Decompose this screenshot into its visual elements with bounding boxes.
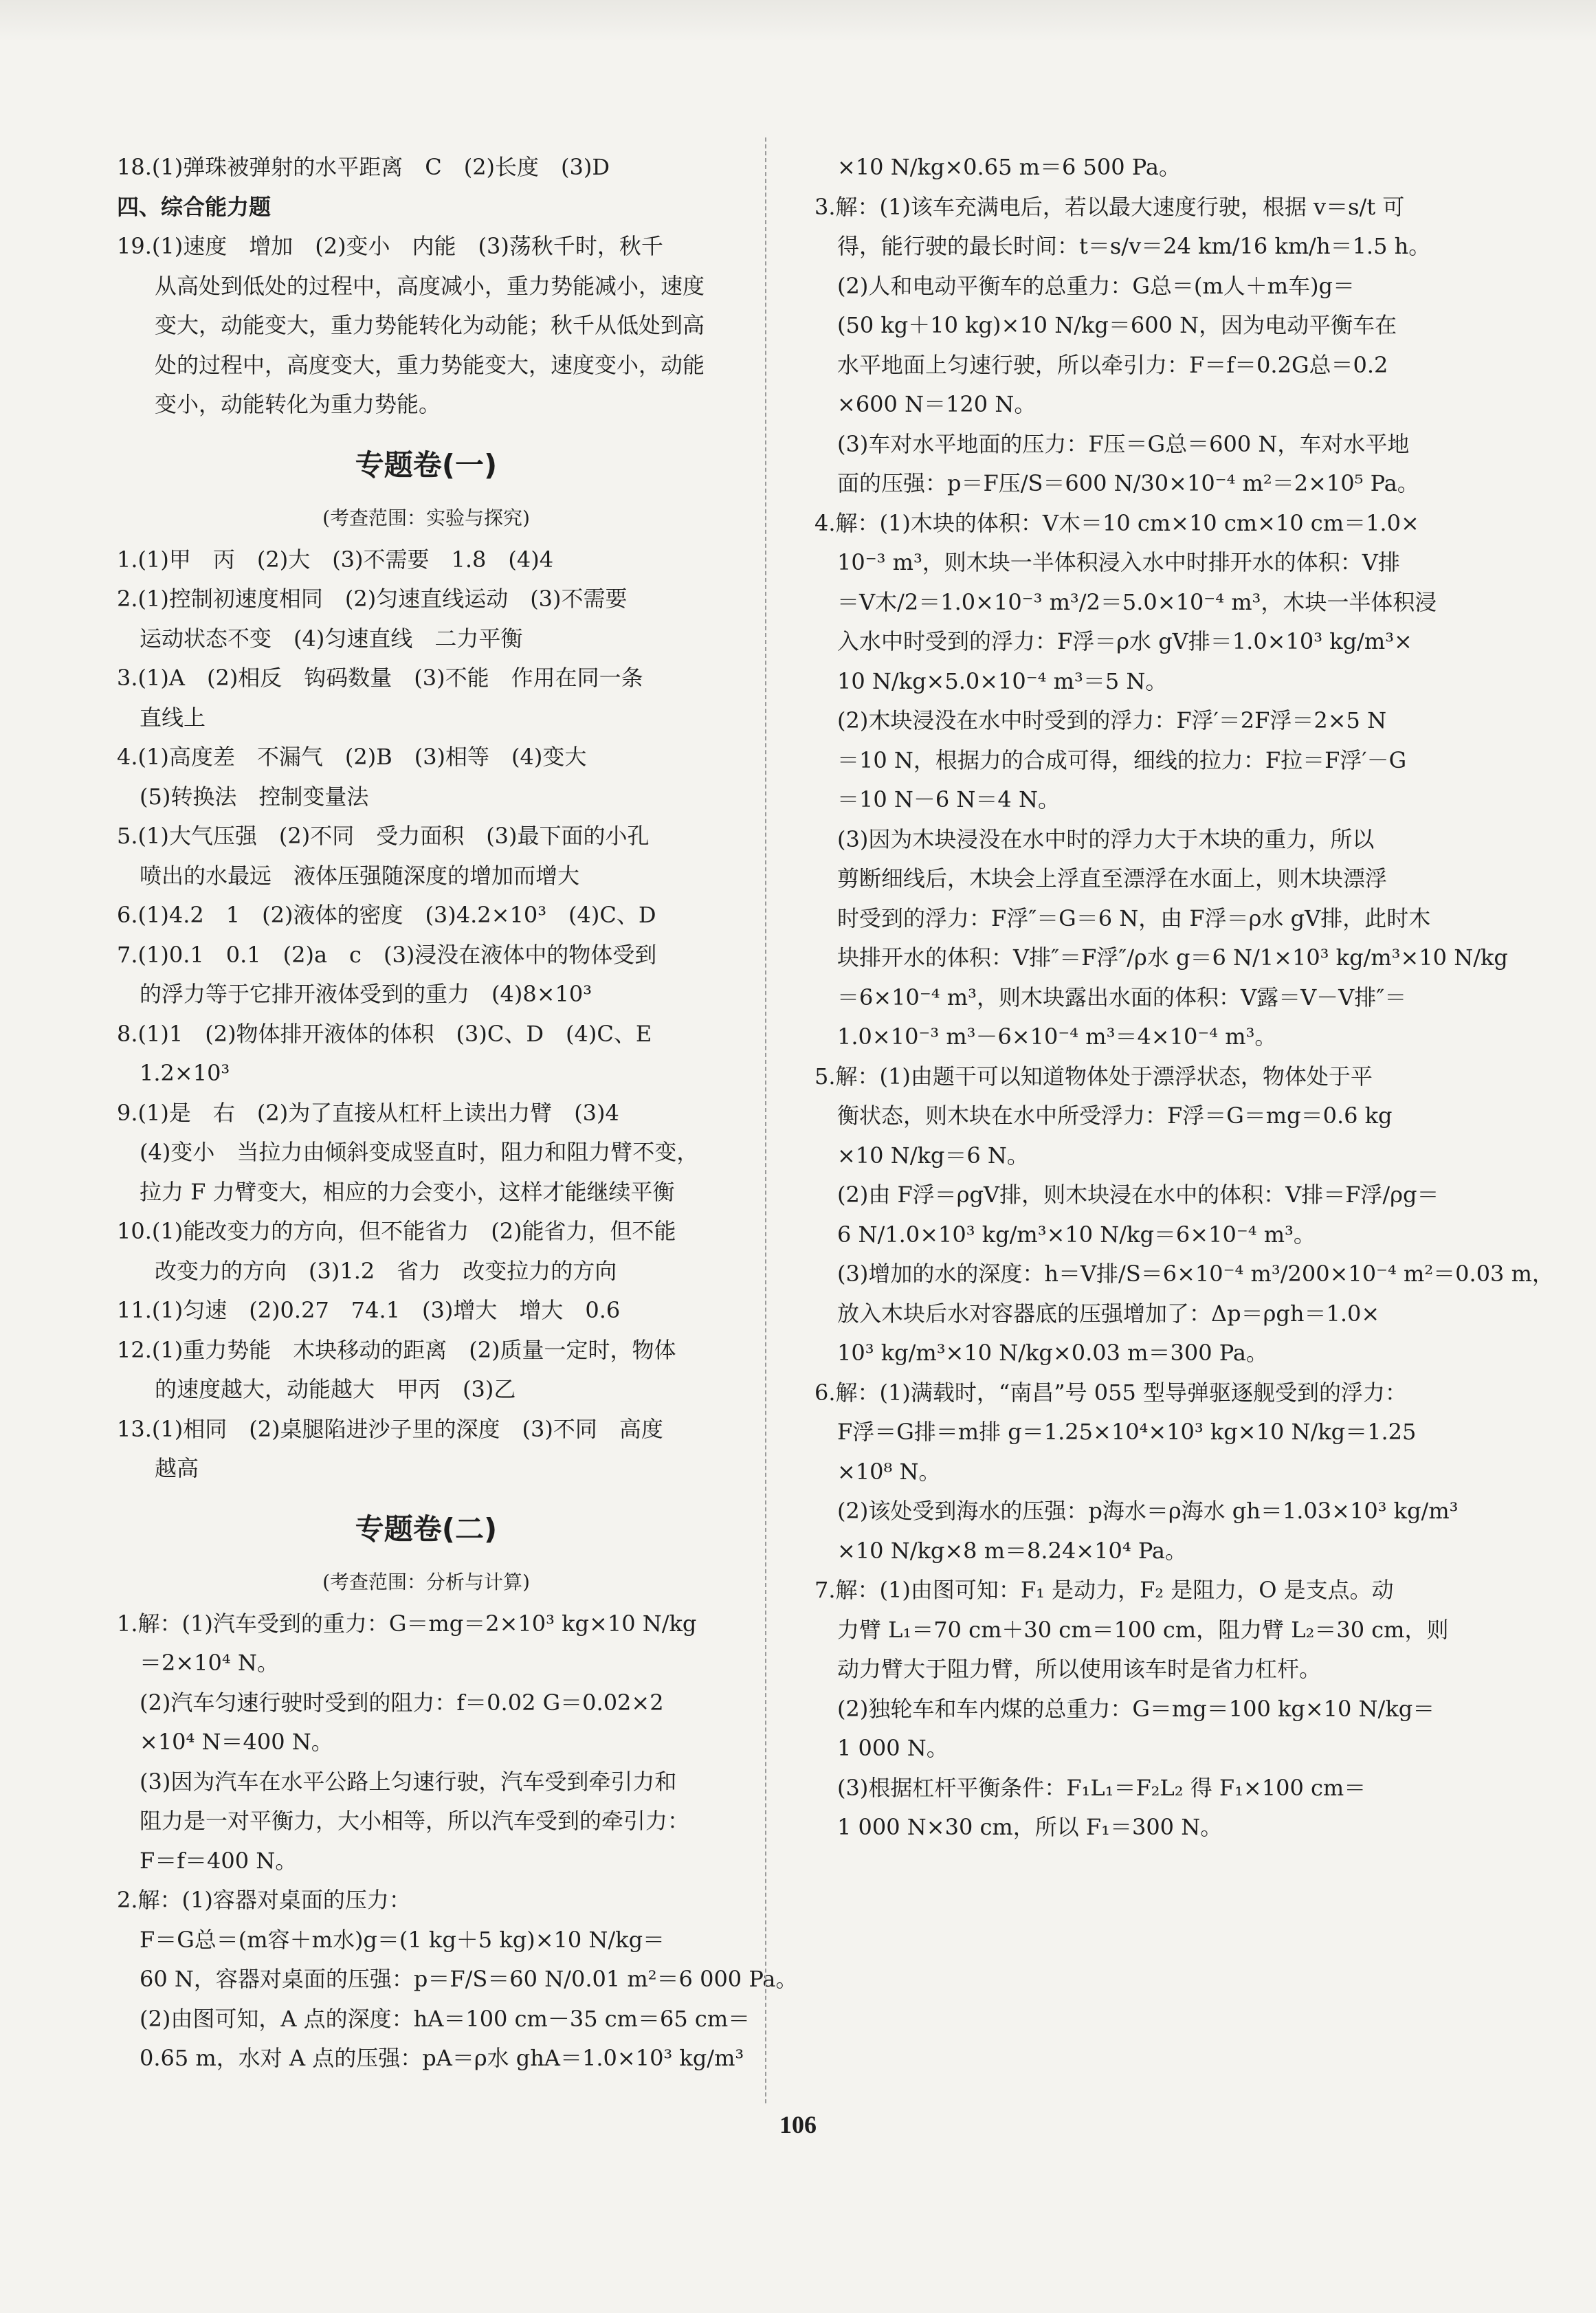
section-subtitle: (考查范围：分析与计算): [322, 1570, 530, 1593]
answer-line: 3.(1)A (2)相反 钩码数量 (3)不能 作用在同一条: [117, 665, 643, 691]
answer-line: 13.(1)相同 (2)桌腿陷进沙子里的深度 (3)不同 高度: [117, 1415, 663, 1442]
answer-line: 的速度越大，动能越大 甲丙 (3)乙: [155, 1376, 516, 1402]
answer-line: (2)由图可知，A 点的深度：hA＝100 cm－35 cm＝65 cm＝: [140, 2005, 751, 2032]
answer-line: 18.(1)弹珠被弹射的水平距离 C (2)长度 (3)D: [117, 154, 610, 180]
answer-line: (2)该处受到海水的压强：p海水＝ρ海水 gh＝1.03×10³ kg/m³: [837, 1498, 1459, 1524]
answer-line: 变小，动能转化为重力势能。: [155, 391, 441, 417]
answer-line: ＝V木/2＝1.0×10⁻³ m³/2＝5.0×10⁻⁴ m³，木块一半体积浸: [837, 588, 1437, 615]
answer-line: 4.(1)高度差 不漏气 (2)B (3)相等 (4)变大: [117, 744, 587, 770]
answer-line: 1.解：(1)汽车受到的重力：G＝mg＝2×10³ kg×10 N/kg: [117, 1610, 697, 1637]
answer-line: ×10⁸ N。: [837, 1458, 941, 1485]
answer-line: 1.0×10⁻³ m³－6×10⁻⁴ m³＝4×10⁻⁴ m³。: [837, 1023, 1277, 1050]
answer-line: 动力臂大于阻力臂，所以使用该车时是省力杠杆。: [837, 1656, 1322, 1682]
column-divider: [765, 137, 766, 2103]
left-column: [117, 148, 798, 2079]
answer-line: 直线上: [140, 704, 206, 731]
answer-line: 10³ kg/m³×10 N/kg×0.03 m＝300 Pa。: [837, 1340, 1268, 1366]
answer-line: 19.(1)速度 增加 (2)变小 内能 (3)荡秋千时，秋千: [117, 233, 663, 259]
answer-line: 8.(1)1 (2)物体排开液体的体积 (3)C、D (4)C、E: [117, 1020, 652, 1047]
answer-line: (3)因为汽车在水平公路上匀速行驶，汽车受到牵引力和: [140, 1768, 677, 1795]
answer-line: 2.解：(1)容器对桌面的压力：: [117, 1887, 411, 1913]
section-heading: 四、综合能力题: [117, 193, 271, 220]
answer-line: (3)因为木块浸没在水中时的浮力大于木块的重力，所以: [837, 826, 1375, 852]
answer-line: 剪断细线后，木块会上浮直至漂浮在水面上，则木块漂浮: [837, 865, 1388, 892]
answer-line: (2)独轮车和车内煤的总重力：G＝mg＝100 kg×10 N/kg＝: [837, 1695, 1435, 1722]
answer-line: (2)由 F浮＝ρgV排，则木块浸在水中的体积：V排＝F浮/ρg＝: [837, 1182, 1439, 1208]
answer-line: 衡状态，则木块在水中所受浮力：F浮＝G＝mg＝0.6 kg: [837, 1103, 1393, 1129]
answer-line: 时受到的浮力：F浮″＝G＝6 N，由 F浮＝ρ水 gV排，此时木: [837, 905, 1431, 931]
answer-line: (2)人和电动平衡车的总重力：G总＝(m人＋m车)g＝: [837, 272, 1355, 299]
answer-line: 5.(1)大气压强 (2)不同 受力面积 (3)最下面的小孔: [117, 823, 650, 849]
answer-line: 变大，动能变大，重力势能转化为动能；秋千从低处到高: [155, 312, 705, 338]
answer-line: 改变力的方向 (3)1.2 省力 改变拉力的方向: [155, 1257, 617, 1284]
answer-line: (3)根据杠杆平衡条件：F₁L₁＝F₂L₂ 得 F₁×100 cm＝: [837, 1774, 1366, 1801]
answer-line: 1.2×10³: [140, 1060, 230, 1086]
answer-line: 5.解：(1)由题干可以知道物体处于漂浮状态，物体处于平: [814, 1063, 1373, 1089]
answer-line: 1 000 N。: [837, 1735, 949, 1761]
answer-line: 喷出的水最远 液体压强随深度的增加而增大: [140, 862, 580, 889]
answer-line: ×600 N＝120 N。: [837, 391, 1037, 417]
answer-line: 4.解：(1)木块的体积：V木＝10 cm×10 cm×10 cm＝1.0×: [814, 509, 1419, 536]
answer-line: F浮＝G排＝m排 g＝1.25×10⁴×10³ kg×10 N/kg＝1.25: [837, 1419, 1417, 1445]
answer-line: 从高处到低处的过程中，高度减小，重力势能减小，速度: [155, 272, 705, 299]
answer-line: 阻力是一对平衡力，大小相等，所以汽车受到的牵引力：: [140, 1808, 690, 1834]
answer-line: (4)变小 当拉力由倾斜变成竖直时，阻力和阻力臂不变，: [140, 1139, 699, 1165]
answer-line: 运动状态不变 (4)匀速直线 二力平衡: [140, 625, 523, 652]
answer-line: 块排开水的体积：V排″＝F浮″/ρ水 g＝6 N/1×10³ kg/m³×10 N/kg: [837, 944, 1508, 971]
answer-line: F＝G总＝(m容＋m水)g＝(1 kg＋5 kg)×10 N/kg＝: [140, 1926, 665, 1953]
answer-line: 6.解：(1)满载时，“南昌”号 055 型导弹驱逐舰受到的浮力：: [814, 1379, 1408, 1406]
answer-line: 放入木块后水对容器底的压强增加了：Δp＝ρgh＝1.0×: [837, 1300, 1380, 1327]
answer-line: ＝10 N－6 N＝4 N。: [837, 786, 1060, 812]
answer-line: 2.(1)控制初速度相同 (2)匀速直线运动 (3)不需要: [117, 586, 628, 612]
page-number: 106: [779, 2111, 817, 2138]
answer-line: ×10 N/kg×0.65 m＝6 500 Pa。: [837, 154, 1181, 180]
answer-line: 7.(1)0.1 0.1 (2)a c (3)浸没在液体中的物体受到: [117, 941, 657, 968]
answer-line: 1 000 N×30 cm，所以 F₁＝300 N。: [837, 1814, 1223, 1840]
answer-line: 60 N，容器对桌面的压强：p＝F/S＝60 N/0.01 m²＝6 000 Pa。: [140, 1966, 798, 1992]
answer-line: 12.(1)重力势能 木块移动的距离 (2)质量一定时，物体: [117, 1336, 676, 1363]
answer-line: 6 N/1.0×10³ kg/m³×10 N/kg＝6×10⁻⁴ m³。: [837, 1221, 1316, 1248]
answer-line: 的浮力等于它排开液体受到的重力 (4)8×10³: [140, 981, 592, 1007]
answer-line: (2)木块浸没在水中时受到的浮力：F浮′＝2F浮＝2×5 N: [837, 707, 1387, 733]
answer-line: 10⁻³ m³，则木块一半体积浸入水中时排开水的体积：V排: [837, 549, 1400, 575]
answer-line: (3)车对水平地面的压力：F压＝G总＝600 N，车对水平地: [837, 430, 1410, 457]
answer-line: ×10 N/kg＝6 N。: [837, 1142, 1029, 1169]
answer-line: ＝2×10⁴ N。: [140, 1650, 279, 1676]
section-title: 专题卷(一): [355, 447, 498, 482]
answer-line: 越高: [155, 1455, 199, 1481]
answer-line: ＝6×10⁻⁴ m³，则木块露出水面的体积：V露＝V－V排″＝: [837, 984, 1407, 1010]
answer-line: 6.(1)4.2 1 (2)液体的密度 (3)4.2×10³ (4)C、D: [117, 902, 656, 928]
answer-line: 水平地面上匀速行驶，所以牵引力：F＝f＝0.2G总＝0.2: [837, 351, 1388, 378]
section-title: 专题卷(二): [355, 1512, 498, 1546]
answer-line: 10 N/kg×5.0×10⁻⁴ m³＝5 N。: [837, 667, 1168, 694]
answer-line: 拉力 F 力臂变大，相应的力会变小，这样才能继续平衡: [140, 1178, 675, 1205]
section-subtitle: (考查范围：实验与探究): [322, 506, 530, 529]
answer-line: 入水中时受到的浮力：F浮＝ρ水 gV排＝1.0×10³ kg/m³×: [837, 628, 1412, 654]
answer-line: F＝f＝400 N。: [140, 1847, 298, 1874]
answer-line: 1.(1)甲 丙 (2)大 (3)不需要 1.8 (4)4: [117, 546, 554, 573]
answer-line: 力臂 L₁＝70 cm＋30 cm＝100 cm，阻力臂 L₂＝30 cm，则: [837, 1616, 1449, 1643]
answer-line: (2)汽车匀速行驶时受到的阻力：f＝0.02 G＝0.02×2: [140, 1689, 664, 1716]
answer-line: 9.(1)是 右 (2)为了直接从杠杆上读出力臂 (3)4: [117, 1099, 619, 1126]
answer-line: ＝10 N，根据力的合成可得，细线的拉力：F拉＝F浮′－G: [837, 746, 1407, 773]
answer-line: ×10⁴ N＝400 N。: [140, 1729, 333, 1755]
answer-line: 7.解：(1)由图可知：F₁ 是动力，F₂ 是阻力，O 是支点。动: [814, 1577, 1394, 1603]
answer-line: 得，能行驶的最长时间：t＝s/v＝24 km/16 km/h＝1.5 h。: [837, 233, 1431, 259]
answer-line: 0.65 m，水对 A 点的压强：pA＝ρ水 ghA＝1.0×10³ kg/m³: [140, 2045, 744, 2071]
answer-line: (5)转换法 控制变量法: [140, 783, 369, 810]
answer-line: ×10 N/kg×8 m＝8.24×10⁴ Pa。: [837, 1537, 1188, 1564]
answer-line: (3)增加的水的深度：h＝V排/S＝6×10⁻⁴ m³/200×10⁻⁴ m²＝0.03 m，: [837, 1261, 1554, 1287]
right-column: [814, 148, 1554, 1848]
answer-line: 11.(1)匀速 (2)0.27 74.1 (3)增大 增大 0.6: [117, 1297, 621, 1323]
answer-line: 处的过程中，高度变大，重力势能变大，速度变小，动能: [155, 351, 705, 378]
answer-line: (50 kg＋10 kg)×10 N/kg＝600 N，因为电动平衡车在: [837, 312, 1397, 338]
answer-line: 3.解：(1)该车充满电后，若以最大速度行驶，根据 v＝s/t 可: [814, 193, 1405, 220]
answer-line: 10.(1)能改变力的方向，但不能省力 (2)能省力，但不能: [117, 1218, 676, 1244]
answer-line: 面的压强：p＝F压/S＝600 N/30×10⁻⁴ m²＝2×10⁵ Pa。: [837, 470, 1419, 496]
